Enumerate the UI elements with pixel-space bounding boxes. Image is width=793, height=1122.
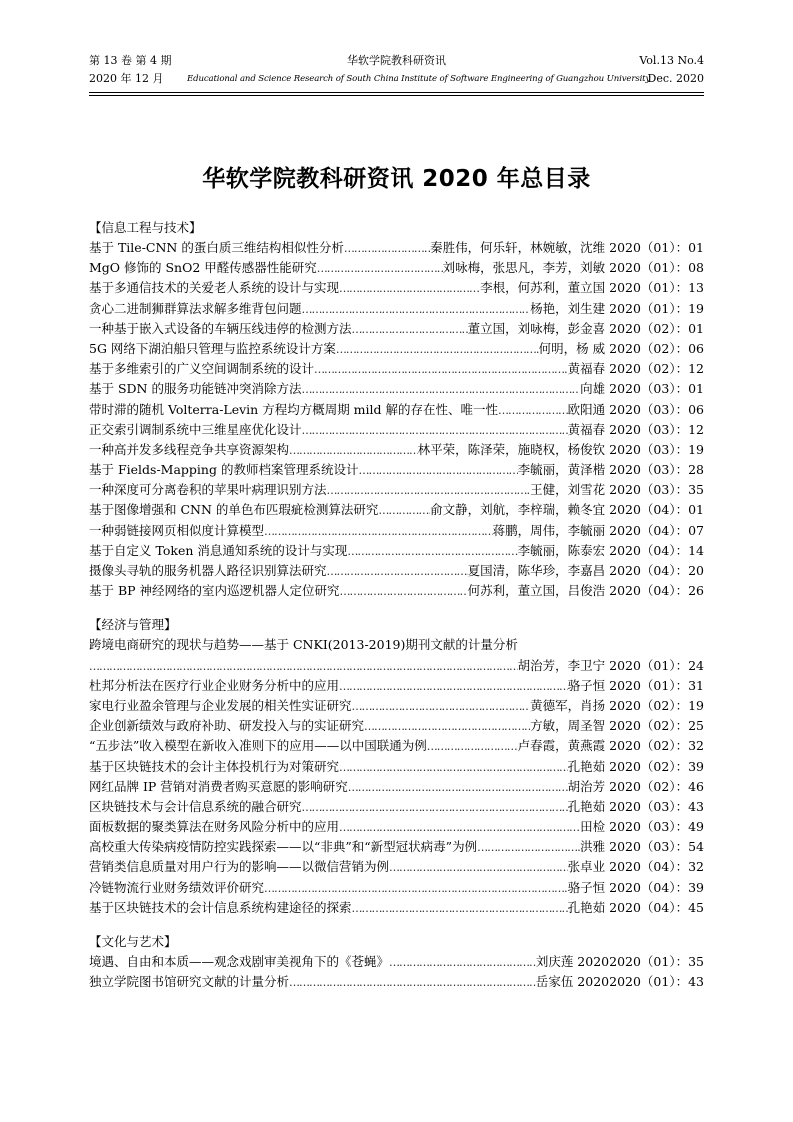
entry-reference: 方敏，周圣智 2020（02）：25 bbox=[530, 718, 704, 734]
dot-leader bbox=[339, 758, 568, 778]
entry-reference: 黄福春 2020（02）：12 bbox=[567, 361, 704, 377]
toc-entry[interactable] bbox=[89, 777, 704, 797]
dot-leader bbox=[339, 818, 580, 838]
toc-entry[interactable] bbox=[89, 460, 704, 480]
toc-entry[interactable] bbox=[89, 521, 704, 541]
running-header bbox=[89, 52, 704, 90]
entry-reference: 卢春霞，黄燕霞 2020（02）：32 bbox=[517, 738, 704, 754]
toc-entry[interactable] bbox=[89, 972, 704, 992]
entry-title: 5G 网络下湖泊船只管理与监控系统设计方案 bbox=[89, 340, 336, 356]
toc-entry[interactable] bbox=[89, 339, 704, 359]
toc-entry[interactable] bbox=[89, 676, 704, 696]
entry-title: 跨境电商研究的现状与趋势——基于 CNKI(2013-2019)期刊文献的计量分析 bbox=[89, 637, 518, 653]
dot-leader bbox=[344, 239, 430, 259]
entry-reference: 何苏利，董立国，吕俊浩 2020（04）：26 bbox=[467, 583, 704, 599]
dot-leader bbox=[378, 501, 430, 521]
entry-reference: 胡治芳，李卫宁 2020（01）：24 bbox=[517, 657, 704, 673]
toc-entry[interactable] bbox=[89, 440, 704, 460]
entry-reference: 黄德军，肖扬 2020（02）：19 bbox=[530, 697, 704, 713]
entry-title: 独立学院图书馆研究文献的计量分析 bbox=[89, 974, 290, 990]
dot-leader bbox=[317, 259, 443, 279]
entry-title: 带时滞的随机 Volterra-Levin 方程均方概周期 mild 解的存在性、唯一性 bbox=[89, 401, 499, 417]
toc-entry[interactable] bbox=[89, 757, 704, 777]
toc-entry[interactable] bbox=[89, 319, 704, 339]
header-rule bbox=[89, 92, 704, 93]
entry-reference: 胡治芳 2020（02）：46 bbox=[567, 778, 704, 794]
toc-entry[interactable] bbox=[89, 400, 704, 420]
toc-entry[interactable] bbox=[89, 837, 704, 857]
entry-title: 基于 Tile-CNN 的蛋白质三维结构相似性分析 bbox=[89, 240, 344, 255]
dot-leader bbox=[348, 778, 568, 798]
toc-entry[interactable] bbox=[89, 541, 704, 561]
toc-entry[interactable] bbox=[89, 278, 704, 298]
section-heading: 【信息工程与技术】 bbox=[89, 220, 202, 235]
dot-leader bbox=[339, 677, 568, 697]
dot-leader bbox=[427, 737, 518, 757]
entry-reference: 欧阳通 2020（03）：06 bbox=[567, 401, 704, 417]
dot-leader bbox=[289, 441, 418, 461]
dot-leader bbox=[364, 717, 530, 737]
toc-entry[interactable] bbox=[89, 299, 704, 319]
table-of-contents bbox=[89, 218, 704, 1006]
toc-entry[interactable] bbox=[89, 898, 704, 918]
entry-reference: 岳家伍 20202020（01）：43 bbox=[535, 974, 704, 990]
entry-title: 基于 Fields-Mapping 的教师档案管理系统设计 bbox=[89, 462, 359, 478]
entry-reference: 夏国清，陈华珍，李嘉昌 2020（04）：20 bbox=[467, 563, 704, 578]
dot-leader bbox=[314, 360, 568, 380]
dot-leader bbox=[327, 562, 468, 582]
entry-reference: 张卓业 2020（04）：32 bbox=[567, 859, 704, 875]
toc-entry[interactable] bbox=[89, 359, 704, 379]
entry-title: 基于图像增强和 CNN 的单色布匹瑕疵检测算法研究 bbox=[89, 502, 379, 518]
entry-reference: 秦胜伟，何乐轩，林婉敏，沈维 2020（01）：01 bbox=[430, 240, 704, 255]
toc-entry[interactable] bbox=[89, 420, 704, 440]
toc-entry[interactable] bbox=[89, 696, 704, 716]
entry-title: 基于多维索引的广义空间调制系统的设计 bbox=[89, 361, 315, 377]
entry-title: 一种基于嵌入式设备的车辆压线违停的检测方法 bbox=[89, 320, 352, 336]
entry-title: 高校重大传染病疫情防控实践探索——以“非典”和“新型冠状病毒”为例 bbox=[89, 839, 478, 855]
toc-entry[interactable] bbox=[89, 817, 704, 837]
dot-leader bbox=[289, 973, 536, 993]
toc-entry[interactable] bbox=[89, 635, 704, 655]
dot-leader bbox=[389, 953, 536, 973]
section-heading: 【文化与艺术】 bbox=[89, 934, 177, 949]
page-title: 华软学院教科研资讯 2020 年总目录 bbox=[202, 166, 591, 192]
entry-title: 家电行业盈余管理与企业发展的相关性实证研究 bbox=[89, 697, 352, 713]
entry-reference: 杨艳，刘生建 2020（01）：19 bbox=[530, 300, 704, 316]
dot-leader bbox=[389, 858, 568, 878]
toc-entry[interactable] bbox=[89, 952, 704, 972]
entry-reference: 王健，刘雪花 2020（03）：35 bbox=[530, 482, 704, 498]
header-volume-issue-en: Vol.13 No.4 bbox=[639, 54, 704, 67]
toc-entry[interactable] bbox=[89, 238, 704, 258]
header-date: 2020 年 12 月 bbox=[89, 72, 164, 85]
entry-title: 杜邦分析法在医疗行业企业财务分析中的应用 bbox=[89, 677, 340, 693]
header-date-en: Dec. 2020 bbox=[647, 72, 704, 85]
entry-title: 面板数据的聚类算法在财务风险分析中的应用 bbox=[89, 819, 340, 835]
dot-leader bbox=[340, 582, 468, 602]
entry-title: 冷链物流行业财务绩效评价研究 bbox=[89, 879, 265, 895]
entry-title: 基于多通信技术的关爱老人系统的设计与实现 bbox=[89, 280, 340, 296]
entry-reference: 刘咏梅，张思凡，李芳，刘敏 2020（01）：08 bbox=[442, 260, 704, 276]
entry-reference: 黄福春 2020（03）：12 bbox=[567, 421, 704, 437]
entry-reference: 孔艳茹 2020（03）：43 bbox=[567, 798, 704, 814]
dot-leader bbox=[264, 522, 493, 542]
dot-leader bbox=[302, 421, 568, 441]
toc-entry[interactable] bbox=[89, 379, 704, 399]
entry-title: 企业创新绩效与政府补助、研发投入与的实证研究 bbox=[89, 718, 365, 734]
header-volume-issue: 第 13 卷 第 4 期 bbox=[89, 54, 172, 67]
entry-title: 一种高并发多线程竞争共享资源架构 bbox=[89, 441, 290, 457]
header-journal-name-en: Educational and Science Research of South China Institute of Software Engineering of Guangzhou University bbox=[187, 74, 651, 84]
dot-leader bbox=[352, 320, 468, 340]
toc-entry[interactable] bbox=[89, 736, 704, 756]
entry-title: 基于区块链技术的会计信息系统构建途径的探索 bbox=[89, 899, 352, 915]
dot-leader bbox=[358, 461, 517, 481]
entry-reference: 田检 2020（03）：49 bbox=[580, 819, 704, 835]
header-rule-thin bbox=[89, 95, 704, 96]
entry-title: 基于 SDN 的服务功能链冲突消除方法 bbox=[89, 381, 302, 397]
toc-entry[interactable] bbox=[89, 878, 704, 898]
dot-leader bbox=[89, 657, 518, 677]
entry-reference: 蒋鹏，周伟，李毓丽 2020（04）：07 bbox=[492, 522, 704, 538]
header-journal-name: 华软学院教科研资讯 bbox=[347, 54, 446, 67]
entry-reference: 刘庆莲 20202020（01）：35 bbox=[535, 954, 704, 969]
entry-reference: 董立国，刘咏梅，彭金喜 2020（02）：01 bbox=[467, 320, 704, 336]
entry-reference: 李根，何苏利，董立国 2020（01）：13 bbox=[480, 280, 704, 296]
toc-entry[interactable] bbox=[89, 258, 704, 278]
toc-section bbox=[89, 218, 704, 601]
entry-title: 一种深度可分离卷积的苹果叶病理识别方法 bbox=[89, 482, 327, 498]
dot-leader bbox=[339, 279, 480, 299]
entry-reference: 骆子恒 2020（04）：39 bbox=[567, 879, 704, 895]
entry-title: 基于自定义 Token 消息通知系统的设计与实现 bbox=[89, 542, 348, 558]
entry-title: 区块链技术与会计信息系统的融合研究 bbox=[89, 798, 302, 814]
section-heading: 【经济与管理】 bbox=[89, 617, 177, 633]
entry-title: “五步法”收入模型在新收入准则下的应用——以中国联通为例 bbox=[89, 738, 427, 754]
toc-entry[interactable] bbox=[89, 500, 704, 520]
dot-leader bbox=[347, 542, 517, 562]
entry-reference: 李毓丽，黄泽楷 2020（03）：28 bbox=[517, 462, 704, 478]
toc-section bbox=[89, 932, 704, 992]
dot-leader bbox=[302, 798, 568, 818]
entry-title: 基于 BP 神经网络的室内巡逻机器人定位研究 bbox=[89, 583, 340, 599]
dot-leader bbox=[498, 401, 568, 421]
entry-title: 境遇、自由和本质——观念戏剧审美视角下的《苍蝇》 bbox=[89, 954, 390, 969]
entry-title: 营销类信息质量对用户行为的影响——以微信营销为例 bbox=[89, 859, 390, 875]
entry-reference: 骆子恒 2020（01）：31 bbox=[567, 677, 704, 693]
toc-entry[interactable] bbox=[89, 857, 704, 877]
entry-reference: 向雄 2020（03）：01 bbox=[580, 381, 704, 397]
entry-reference: 孔艳茹 2020（04）：45 bbox=[567, 899, 704, 915]
toc-entry[interactable] bbox=[89, 561, 704, 581]
dot-leader bbox=[264, 879, 568, 899]
dot-leader bbox=[352, 697, 531, 717]
toc-entry[interactable] bbox=[89, 581, 704, 601]
entry-title: 一种弱链接网页相似度计算模型 bbox=[89, 522, 265, 538]
entry-reference: 孔艳茹 2020（02）：39 bbox=[567, 758, 704, 774]
entry-title: 贪心二进制狮群算法求解多维背包问题 bbox=[89, 300, 302, 316]
toc-entry-continuation[interactable] bbox=[89, 656, 704, 676]
entry-title: 正交索引调制系统中三维星座优化设计 bbox=[89, 421, 302, 437]
toc-section bbox=[89, 615, 704, 918]
entry-reference: 李毓丽，陈泰宏 2020（04）：14 bbox=[517, 542, 704, 558]
dot-leader bbox=[336, 340, 539, 360]
dot-leader bbox=[301, 380, 580, 400]
entry-reference: 洪雅 2020（03）：54 bbox=[580, 839, 704, 855]
dot-leader bbox=[327, 481, 531, 501]
entry-reference: 俞文静，刘航，李梓瑞，赖冬宜 2020（04）：01 bbox=[430, 502, 704, 518]
dot-leader bbox=[477, 838, 580, 858]
toc-entry[interactable] bbox=[89, 480, 704, 500]
dot-leader bbox=[352, 899, 568, 919]
entry-title: MgO 修饰的 SnO2 甲醛传感器性能研究 bbox=[89, 260, 317, 276]
toc-entry[interactable] bbox=[89, 797, 704, 817]
toc-entry[interactable] bbox=[89, 716, 704, 736]
entry-reference: 林平荣，陈泽荣，施晓权，杨俊钦 2020（03）：19 bbox=[417, 441, 704, 457]
entry-title: 网红品牌 IP 营销对消费者购买意愿的影响研究 bbox=[89, 778, 348, 794]
entry-title: 基于区块链技术的会计主体投机行为对策研究 bbox=[89, 758, 340, 774]
dot-leader bbox=[302, 300, 531, 320]
entry-reference: 何明，杨 威 2020（02）：06 bbox=[538, 340, 704, 356]
entry-title: 摄像头寻轨的服务机器人路径识别算法研究 bbox=[89, 563, 327, 578]
